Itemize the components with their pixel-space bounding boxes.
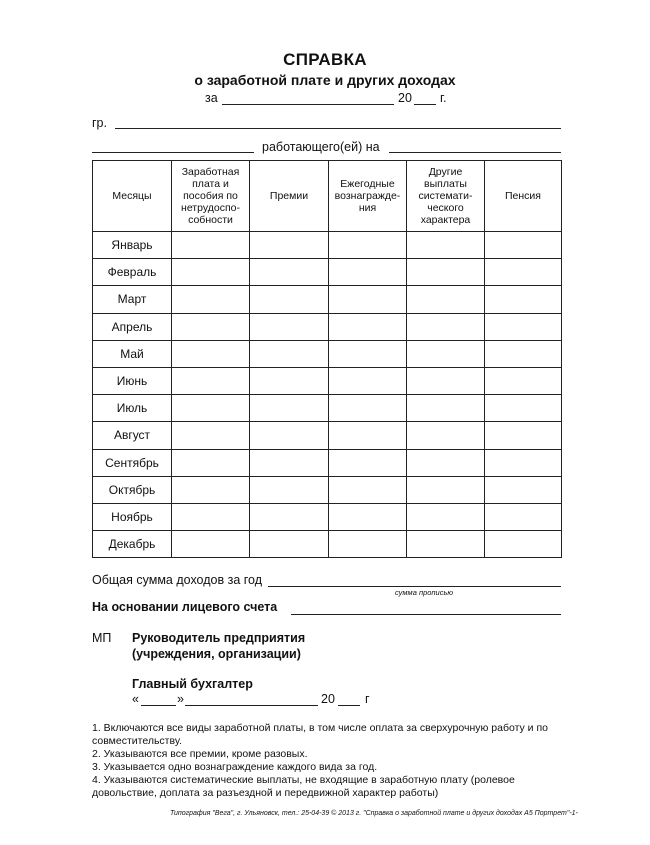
other-payment-cell[interactable] — [407, 422, 485, 449]
head-label-line1: Руководитель предприятия — [132, 631, 306, 645]
citizen-name-continued-field[interactable] — [92, 152, 254, 153]
account-basis-label: На основании лицевого счета — [92, 600, 278, 614]
other-payment-cell[interactable] — [407, 503, 485, 530]
other-payment-cell[interactable] — [407, 232, 485, 259]
table-row — [93, 259, 562, 286]
note-1: 1. Включаются все виды заработной платы, в том числе оплата за сверхурочную работу и по совместительству. — [92, 722, 548, 747]
month-label: Декабрь — [93, 531, 172, 558]
month-label: Сентябрь — [93, 449, 172, 476]
salary-cell[interactable] — [172, 259, 250, 286]
date-quote-close: » — [177, 692, 184, 706]
date-quote-open: « — [132, 692, 139, 706]
annual-reward-cell[interactable] — [329, 232, 407, 259]
document-subtitle: о заработной плате и других доходах — [194, 72, 456, 88]
table-row — [93, 422, 562, 449]
other-payment-cell[interactable] — [407, 395, 485, 422]
table-row — [93, 313, 562, 340]
annual-reward-cell[interactable] — [329, 395, 407, 422]
annual-reward-cell[interactable] — [329, 259, 407, 286]
salary-cell[interactable] — [172, 286, 250, 313]
table-row — [93, 503, 562, 530]
salary-cell[interactable] — [172, 313, 250, 340]
period-suffix: г. — [440, 91, 447, 105]
pension-cell[interactable] — [485, 367, 562, 394]
table-header-row — [93, 161, 562, 232]
date-month-field[interactable] — [185, 705, 318, 706]
other-payment-cell[interactable] — [407, 340, 485, 367]
annual-reward-cell[interactable] — [329, 422, 407, 449]
period-prefix: за — [205, 91, 218, 105]
month-label: Июль — [93, 395, 172, 422]
bonus-cell[interactable] — [250, 531, 329, 558]
period-field[interactable] — [222, 104, 394, 105]
other-payment-cell[interactable] — [407, 476, 485, 503]
month-label: Апрель — [93, 313, 172, 340]
total-income-label: Общая сумма доходов за год — [92, 573, 262, 587]
employer-field[interactable] — [389, 152, 561, 153]
month-label: Январь — [93, 232, 172, 259]
head-label-line2: (учреждения, организации) — [132, 647, 301, 661]
salary-cell[interactable] — [172, 340, 250, 367]
salary-cell[interactable] — [172, 503, 250, 530]
annual-reward-cell[interactable] — [329, 340, 407, 367]
salary-cell[interactable] — [172, 395, 250, 422]
other-payment-cell[interactable] — [407, 367, 485, 394]
table-row — [93, 476, 562, 503]
stamp-label: МП — [92, 631, 112, 645]
total-income-field[interactable] — [268, 586, 561, 587]
other-payment-cell[interactable] — [407, 286, 485, 313]
bonus-cell[interactable] — [250, 340, 329, 367]
table-row — [93, 367, 562, 394]
salary-cell[interactable] — [172, 367, 250, 394]
period-year-field[interactable] — [414, 104, 436, 105]
table-row — [93, 395, 562, 422]
bonus-cell[interactable] — [250, 367, 329, 394]
account-basis-field[interactable] — [291, 614, 561, 615]
table-row — [93, 340, 562, 367]
bonus-cell[interactable] — [250, 476, 329, 503]
pension-cell[interactable] — [485, 422, 562, 449]
annual-reward-cell[interactable] — [329, 503, 407, 530]
citizen-name-field[interactable] — [115, 128, 561, 129]
note-2: 2. Указываются все премии, кроме разовых. — [92, 748, 308, 760]
date-year-label: 20 — [321, 692, 335, 706]
annual-reward-cell[interactable] — [329, 286, 407, 313]
column-header-salary: Заработная плата и пособия по нетрудоспо-собности — [172, 161, 250, 232]
column-header-pension: Пенсия — [485, 161, 562, 232]
working-at-label: работающего(ей) на — [262, 140, 380, 154]
pension-cell[interactable] — [485, 503, 562, 530]
salary-cell[interactable] — [172, 531, 250, 558]
period-year-label: 20 — [398, 91, 412, 105]
column-header-annual-rewards: Ежегодные вознагражде-ния — [329, 161, 407, 232]
printer-footer: Типография "Вега", г. Ульяновск, тел.: 25-04-39 © 2013 г. "Справка о заработной плате и других доходах А5 Портрет"-1- — [170, 810, 578, 817]
income-table — [92, 160, 562, 558]
pension-cell[interactable] — [485, 232, 562, 259]
month-label: Август — [93, 422, 172, 449]
salary-cell[interactable] — [172, 476, 250, 503]
annual-reward-cell[interactable] — [329, 367, 407, 394]
pension-cell[interactable] — [485, 531, 562, 558]
note-4: 4. Указываются систематические выплаты, не входящие в заработную плату (ролевое довольствие, доплата за разъездной и передвижной характер работы) — [92, 774, 515, 799]
salary-cell[interactable] — [172, 232, 250, 259]
table-row — [93, 286, 562, 313]
month-label: Март — [93, 286, 172, 313]
month-label: Октябрь — [93, 476, 172, 503]
bonus-cell[interactable] — [250, 449, 329, 476]
pension-cell[interactable] — [485, 286, 562, 313]
pension-cell[interactable] — [485, 449, 562, 476]
citizen-label: гр. — [92, 116, 107, 130]
bonus-cell[interactable] — [250, 259, 329, 286]
bonus-cell[interactable] — [250, 313, 329, 340]
salary-cell[interactable] — [172, 422, 250, 449]
bonus-cell[interactable] — [250, 286, 329, 313]
bonus-cell[interactable] — [250, 422, 329, 449]
annual-reward-cell[interactable] — [329, 313, 407, 340]
bonus-cell[interactable] — [250, 503, 329, 530]
table-row — [93, 449, 562, 476]
date-day-field[interactable] — [141, 705, 176, 706]
other-payment-cell[interactable] — [407, 259, 485, 286]
date-suffix: г — [365, 692, 370, 706]
pension-cell[interactable] — [485, 259, 562, 286]
annual-reward-cell[interactable] — [329, 449, 407, 476]
other-payment-cell[interactable] — [407, 449, 485, 476]
document-title: СПРАВКА — [283, 50, 367, 69]
pension-cell[interactable] — [485, 340, 562, 367]
table-row — [93, 531, 562, 558]
pension-cell[interactable] — [485, 476, 562, 503]
salary-cell[interactable] — [172, 449, 250, 476]
bonus-cell[interactable] — [250, 232, 329, 259]
column-header-bonuses: Премии — [250, 161, 329, 232]
note-3: 3. Указывается одно вознаграждение каждого вида за год. — [92, 761, 378, 773]
month-label: Май — [93, 340, 172, 367]
column-header-months: Месяцы — [93, 161, 172, 232]
month-label: Июнь — [93, 367, 172, 394]
table-row — [93, 232, 562, 259]
chief-accountant-label: Главный бухгалтер — [132, 677, 253, 691]
column-header-other-payments: Другие выплаты системати-ческого характера — [407, 161, 485, 232]
pension-cell[interactable] — [485, 313, 562, 340]
annual-reward-cell[interactable] — [329, 476, 407, 503]
other-payment-cell[interactable] — [407, 531, 485, 558]
pension-cell[interactable] — [485, 395, 562, 422]
total-income-hint: сумма прописью — [395, 588, 454, 597]
other-payment-cell[interactable] — [407, 313, 485, 340]
month-label: Февраль — [93, 259, 172, 286]
annual-reward-cell[interactable] — [329, 531, 407, 558]
date-year-field[interactable] — [338, 705, 360, 706]
bonus-cell[interactable] — [250, 395, 329, 422]
month-label: Ноябрь — [93, 503, 172, 530]
